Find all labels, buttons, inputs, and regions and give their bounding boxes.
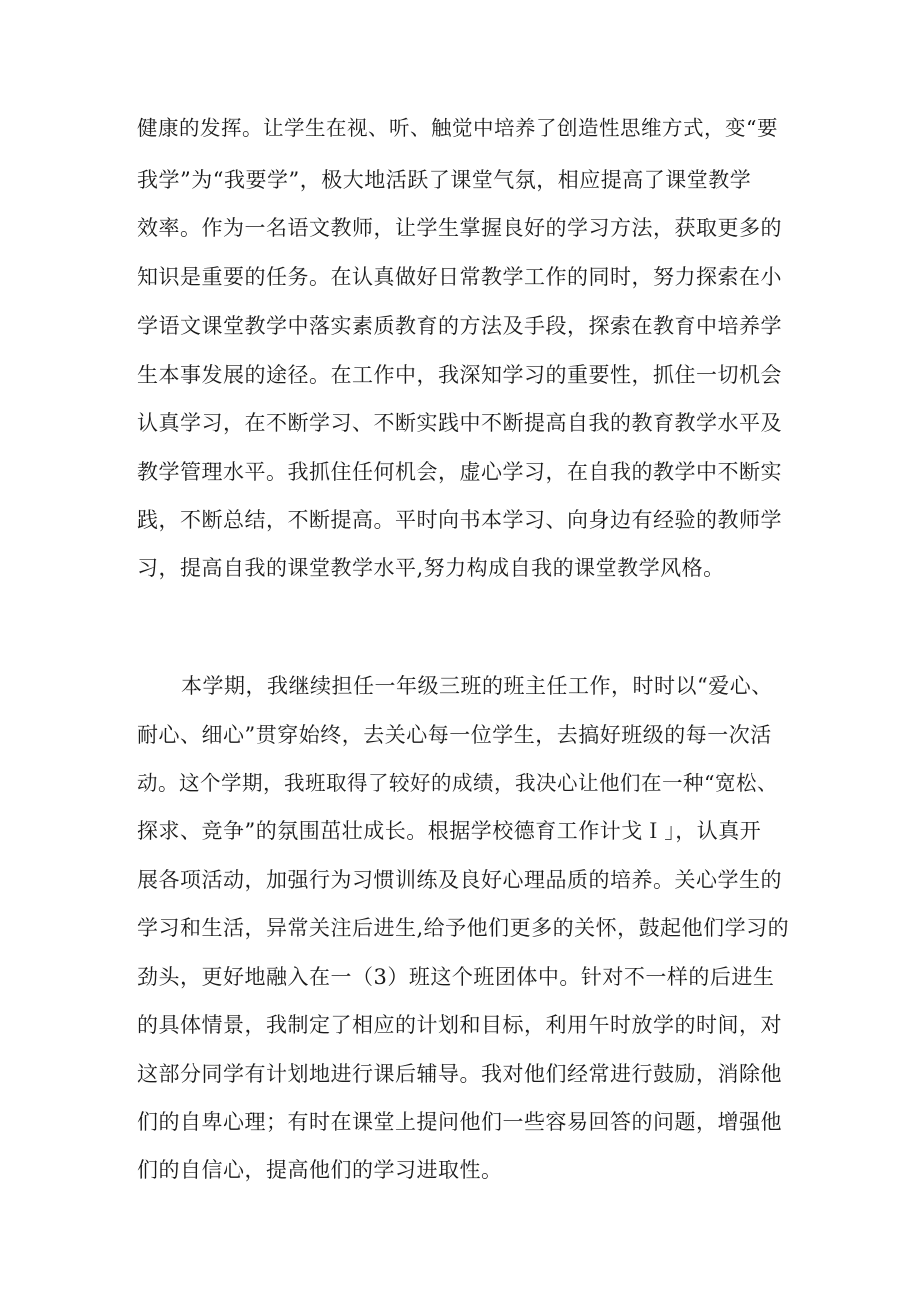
- paragraph-line: 探求、竞争”的氛围茁壮成长。根据学校德育工作计戈Ｉ」，认真开: [137, 819, 762, 843]
- paragraph-line: 本学期，我继续担任一年级三班的班主任工作，时时以“爱心、: [181, 674, 773, 698]
- paragraph-line: 教学管理水平。我抓住任何机会，虚心学习，在自我的教学中不断实: [137, 460, 782, 484]
- paragraph-line: 认真学习，在不断学习、不断实践中不断提高自我的教育教学水平及: [137, 411, 782, 435]
- paragraph-line: 效率。作为一名语文教师，让学生掌握良好的学习方法，获取更多的: [137, 216, 782, 240]
- paragraph-line: 习，提高自我的课堂教学水平,努力构成自我的课堂教学风格。: [137, 556, 725, 580]
- paragraph-line: 践，不断总结，不断提高。平时向书本学习、向身边有经验的教师学: [137, 508, 782, 532]
- paragraph-line: 学习和生活，异常关注后进生,给予他们更多的关怀，鼓起他们学习的: [137, 916, 790, 940]
- paragraph-line: 动。这个学期，我班取得了较好的成绩，我决心让他们在一种“宽松、: [137, 771, 778, 795]
- paragraph-line: 们的自卑心理；有时在课堂上提问他们一些容易回答的问题，增强他: [137, 1110, 782, 1134]
- paragraph-line: 们的自信心，提高他们的学习进取性。: [137, 1158, 503, 1182]
- paragraph-line: 劲头，更好地融入在一（3）班这个班团体中。针对不一样的后进生: [137, 965, 775, 989]
- paragraph-line: 我学”为“我要学”，极大地活跃了课堂气氛，相应提高了课堂教学: [137, 168, 752, 192]
- paragraph-line: 知识是重要的任务。在认真做好日常教学工作的同时，努力探索在小: [137, 265, 782, 289]
- paragraph-line: 生本事发展的途径。在工作中，我深知学习的重要性，抓住一切机会: [137, 363, 782, 387]
- paragraph-line: 展各项活动，加强行为习惯训练及良好心理品质的培养。关心学生的: [137, 868, 782, 892]
- paragraph-line: 健康的发挥。让学生在视、听、触觉中培养了创造性思维方式，变“要: [137, 116, 778, 140]
- paragraph-line: 的具体情景，我制定了相应的计划和目标，利用午时放学的时间，对: [137, 1013, 782, 1037]
- paragraph-line: 学语文课堂教学中落实素质教育的方法及手段，探索在教育中培养学: [137, 314, 782, 338]
- paragraph-line: 耐心、细心”贯穿始终，去关心每一位学生，去搞好班级的每一次活: [137, 723, 772, 747]
- paragraph-line: 这部分同学有计划地进行课后辅导。我对他们经常进行鼓励，消除他: [137, 1062, 782, 1086]
